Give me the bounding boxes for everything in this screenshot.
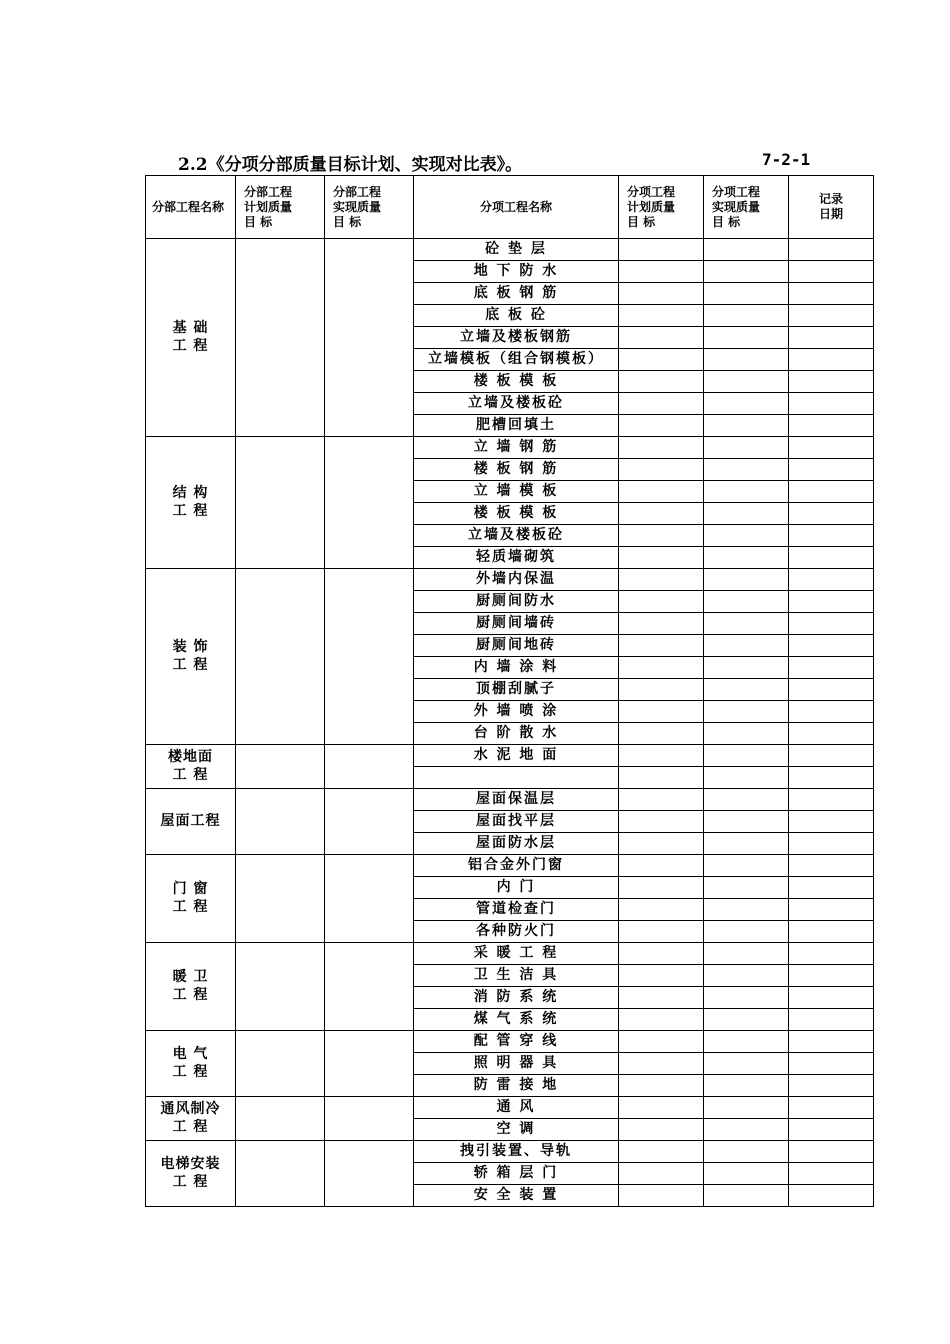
item-achieved-cell [704,261,789,283]
item-planned-cell [619,569,704,591]
table-body [146,239,874,1207]
item-name-cell: 底 板 砼 [414,305,619,327]
item-achieved-cell [704,789,789,811]
record-date-cell [789,1009,874,1031]
division-name-cell: 结 构 工 程 [146,437,236,569]
record-date-cell [789,569,874,591]
header-item-planned: 分项工程 计划质量 目 标 [619,176,704,239]
division-planned-cell [236,1097,325,1141]
item-achieved-cell [704,459,789,481]
item-name-cell: 配 管 穿 线 [414,1031,619,1053]
item-achieved-cell [704,1097,789,1119]
item-planned-cell [619,1009,704,1031]
record-date-cell [789,833,874,855]
division-planned-cell [236,1031,325,1097]
record-date-cell [789,613,874,635]
record-date-cell [789,701,874,723]
item-achieved-cell [704,569,789,591]
item-planned-cell [619,437,704,459]
record-date-cell [789,635,874,657]
table-code: 7-2-1 [762,150,811,169]
item-planned-cell [619,371,704,393]
item-achieved-cell [704,525,789,547]
record-date-cell [789,855,874,877]
item-planned-cell [619,679,704,701]
record-date-cell [789,591,874,613]
item-planned-cell [619,767,704,789]
header-item-name: 分项工程名称 [414,176,619,239]
header-row [146,176,874,239]
record-date-cell [789,261,874,283]
item-name-cell: 安 全 装 置 [414,1185,619,1207]
table-row [146,569,874,591]
record-date-cell [789,1163,874,1185]
item-name-cell: 消 防 系 统 [414,987,619,1009]
item-achieved-cell [704,1163,789,1185]
item-achieved-cell [704,305,789,327]
record-date-cell [789,371,874,393]
item-name-cell: 管道检查门 [414,899,619,921]
division-planned-cell [236,239,325,437]
item-achieved-cell [704,547,789,569]
division-name-cell: 电 气 工 程 [146,1031,236,1097]
item-name-cell: 屋面防水层 [414,833,619,855]
record-date-cell [789,283,874,305]
item-achieved-cell [704,371,789,393]
record-date-cell [789,503,874,525]
item-achieved-cell [704,437,789,459]
item-planned-cell [619,943,704,965]
division-name-cell: 装 饰 工 程 [146,569,236,745]
quality-comparison-table [145,175,874,1207]
record-date-cell [789,1053,874,1075]
item-planned-cell [619,1163,704,1185]
page-title: 2.2《分项分部质量目标计划、实现对比表》。 [178,155,523,175]
division-name-cell: 基 础 工 程 [146,239,236,437]
item-name-cell: 拽引装置、导轨 [414,1141,619,1163]
record-date-cell [789,1119,874,1141]
item-name-cell: 轿 箱 层 门 [414,1163,619,1185]
item-planned-cell [619,811,704,833]
division-planned-cell [236,437,325,569]
record-date-cell [789,327,874,349]
record-date-cell [789,789,874,811]
item-name-cell: 水 泥 地 面 [414,745,619,767]
item-planned-cell [619,987,704,1009]
division-name-cell: 电梯安装 工 程 [146,1141,236,1207]
record-date-cell [789,525,874,547]
record-date-cell [789,811,874,833]
item-planned-cell [619,1075,704,1097]
record-date-cell [789,723,874,745]
division-achieved-cell [325,569,414,745]
item-name-cell: 立 墙 模 板 [414,481,619,503]
header-division-planned: 分部工程 计划质量 目 标 [236,176,325,239]
header-division-name: 分部工程名称 [146,176,236,239]
item-name-cell: 楼 板 模 板 [414,503,619,525]
record-date-cell [789,1185,874,1207]
item-achieved-cell [704,393,789,415]
table-row [146,745,874,767]
item-planned-cell [619,789,704,811]
division-planned-cell [236,745,325,789]
item-planned-cell [619,745,704,767]
item-planned-cell [619,481,704,503]
item-achieved-cell [704,965,789,987]
item-name-cell: 地 下 防 水 [414,261,619,283]
item-planned-cell [619,1119,704,1141]
item-planned-cell [619,261,704,283]
item-planned-cell [619,833,704,855]
item-planned-cell [619,1031,704,1053]
item-achieved-cell [704,987,789,1009]
item-achieved-cell [704,327,789,349]
item-achieved-cell [704,855,789,877]
item-achieved-cell [704,239,789,261]
item-planned-cell [619,239,704,261]
item-name-cell: 轻质墙砌筑 [414,547,619,569]
item-name-cell: 屋面保温层 [414,789,619,811]
item-achieved-cell [704,811,789,833]
item-planned-cell [619,459,704,481]
item-name-cell: 煤 气 系 统 [414,1009,619,1031]
item-achieved-cell [704,723,789,745]
item-planned-cell [619,283,704,305]
item-achieved-cell [704,1185,789,1207]
item-planned-cell [619,591,704,613]
table-row [146,437,874,459]
item-name-cell: 立墙模板（组合钢模板） [414,349,619,371]
item-name-cell: 采 暖 工 程 [414,943,619,965]
item-achieved-cell [704,701,789,723]
record-date-cell [789,987,874,1009]
item-achieved-cell [704,1009,789,1031]
record-date-cell [789,415,874,437]
division-achieved-cell [325,1097,414,1141]
item-planned-cell [619,899,704,921]
division-name-cell: 暖 卫 工 程 [146,943,236,1031]
item-achieved-cell [704,679,789,701]
item-planned-cell [619,635,704,657]
division-name-cell: 屋面工程 [146,789,236,855]
item-name-cell: 立墙及楼板砼 [414,393,619,415]
item-name-cell: 外墙内保温 [414,569,619,591]
division-achieved-cell [325,239,414,437]
item-achieved-cell [704,1053,789,1075]
header-record-date: 记录 日期 [789,176,874,239]
item-name-cell: 肥槽回填土 [414,415,619,437]
item-name-cell: 立墙及楼板钢筋 [414,327,619,349]
table-row [146,789,874,811]
item-planned-cell [619,393,704,415]
division-achieved-cell [325,1141,414,1207]
table-row [146,1097,874,1119]
item-achieved-cell [704,1075,789,1097]
item-planned-cell [619,613,704,635]
item-name-cell: 各种防火门 [414,921,619,943]
item-name-cell: 楼 板 钢 筋 [414,459,619,481]
item-name-cell: 楼 板 模 板 [414,371,619,393]
item-planned-cell [619,1053,704,1075]
table-row [146,1141,874,1163]
item-name-cell: 顶棚刮腻子 [414,679,619,701]
item-achieved-cell [704,921,789,943]
item-achieved-cell [704,657,789,679]
item-name-cell: 内 门 [414,877,619,899]
table-row [146,855,874,877]
item-name-cell: 空 调 [414,1119,619,1141]
division-planned-cell [236,943,325,1031]
item-name-cell: 立 墙 钢 筋 [414,437,619,459]
division-name-cell: 楼地面 工 程 [146,745,236,789]
item-achieved-cell [704,767,789,789]
record-date-cell [789,459,874,481]
item-achieved-cell [704,1031,789,1053]
table-row [146,1031,874,1053]
item-name-cell: 厨厕间墙砖 [414,613,619,635]
item-achieved-cell [704,591,789,613]
item-achieved-cell [704,481,789,503]
division-achieved-cell [325,745,414,789]
item-planned-cell [619,701,704,723]
item-planned-cell [619,723,704,745]
item-name-cell: 防 雷 接 地 [414,1075,619,1097]
item-achieved-cell [704,503,789,525]
item-name-cell: 通 风 [414,1097,619,1119]
item-name-cell: 铝合金外门窗 [414,855,619,877]
item-planned-cell [619,349,704,371]
record-date-cell [789,965,874,987]
division-achieved-cell [325,1031,414,1097]
item-achieved-cell [704,877,789,899]
record-date-cell [789,679,874,701]
record-date-cell [789,1141,874,1163]
item-name-cell: 砼 垫 层 [414,239,619,261]
item-planned-cell [619,921,704,943]
item-planned-cell [619,855,704,877]
item-achieved-cell [704,745,789,767]
item-name-cell: 卫 生 洁 具 [414,965,619,987]
division-achieved-cell [325,855,414,943]
item-achieved-cell [704,899,789,921]
division-name-cell: 通风制冷 工 程 [146,1097,236,1141]
item-achieved-cell [704,635,789,657]
record-date-cell [789,1097,874,1119]
division-planned-cell [236,569,325,745]
division-planned-cell [236,789,325,855]
record-date-cell [789,305,874,327]
item-name-cell: 台 阶 散 水 [414,723,619,745]
item-achieved-cell [704,349,789,371]
item-name-cell: 立墙及楼板砼 [414,525,619,547]
record-date-cell [789,899,874,921]
record-date-cell [789,657,874,679]
item-name-cell: 内 墙 涂 料 [414,657,619,679]
record-date-cell [789,943,874,965]
record-date-cell [789,1031,874,1053]
header-division-achieved: 分部工程 实现质量 目 标 [325,176,414,239]
table-row [146,239,874,261]
item-achieved-cell [704,283,789,305]
table-row [146,943,874,965]
division-achieved-cell [325,943,414,1031]
item-achieved-cell [704,943,789,965]
item-planned-cell [619,1141,704,1163]
record-date-cell [789,877,874,899]
division-planned-cell [236,1141,325,1207]
division-planned-cell [236,855,325,943]
record-date-cell [789,767,874,789]
division-achieved-cell [325,437,414,569]
item-achieved-cell [704,613,789,635]
item-planned-cell [619,547,704,569]
item-name-cell: 屋面找平层 [414,811,619,833]
item-planned-cell [619,877,704,899]
item-name-cell: 外 墙 喷 涂 [414,701,619,723]
item-planned-cell [619,503,704,525]
item-achieved-cell [704,833,789,855]
item-achieved-cell [704,1119,789,1141]
item-planned-cell [619,657,704,679]
record-date-cell [789,437,874,459]
item-name-cell: 照 明 器 具 [414,1053,619,1075]
record-date-cell [789,547,874,569]
item-planned-cell [619,965,704,987]
record-date-cell [789,1075,874,1097]
record-date-cell [789,393,874,415]
item-name-cell: 厨厕间防水 [414,591,619,613]
item-planned-cell [619,525,704,547]
item-planned-cell [619,1185,704,1207]
item-planned-cell [619,1097,704,1119]
record-date-cell [789,481,874,503]
item-planned-cell [619,415,704,437]
item-planned-cell [619,305,704,327]
division-achieved-cell [325,789,414,855]
item-achieved-cell [704,1141,789,1163]
item-name-cell [414,767,619,789]
record-date-cell [789,349,874,371]
record-date-cell [789,921,874,943]
header-item-achieved: 分项工程 实现质量 目 标 [704,176,789,239]
item-name-cell: 底 板 钢 筋 [414,283,619,305]
item-achieved-cell [704,415,789,437]
division-name-cell: 门 窗 工 程 [146,855,236,943]
item-planned-cell [619,327,704,349]
record-date-cell [789,745,874,767]
record-date-cell [789,239,874,261]
item-name-cell: 厨厕间地砖 [414,635,619,657]
